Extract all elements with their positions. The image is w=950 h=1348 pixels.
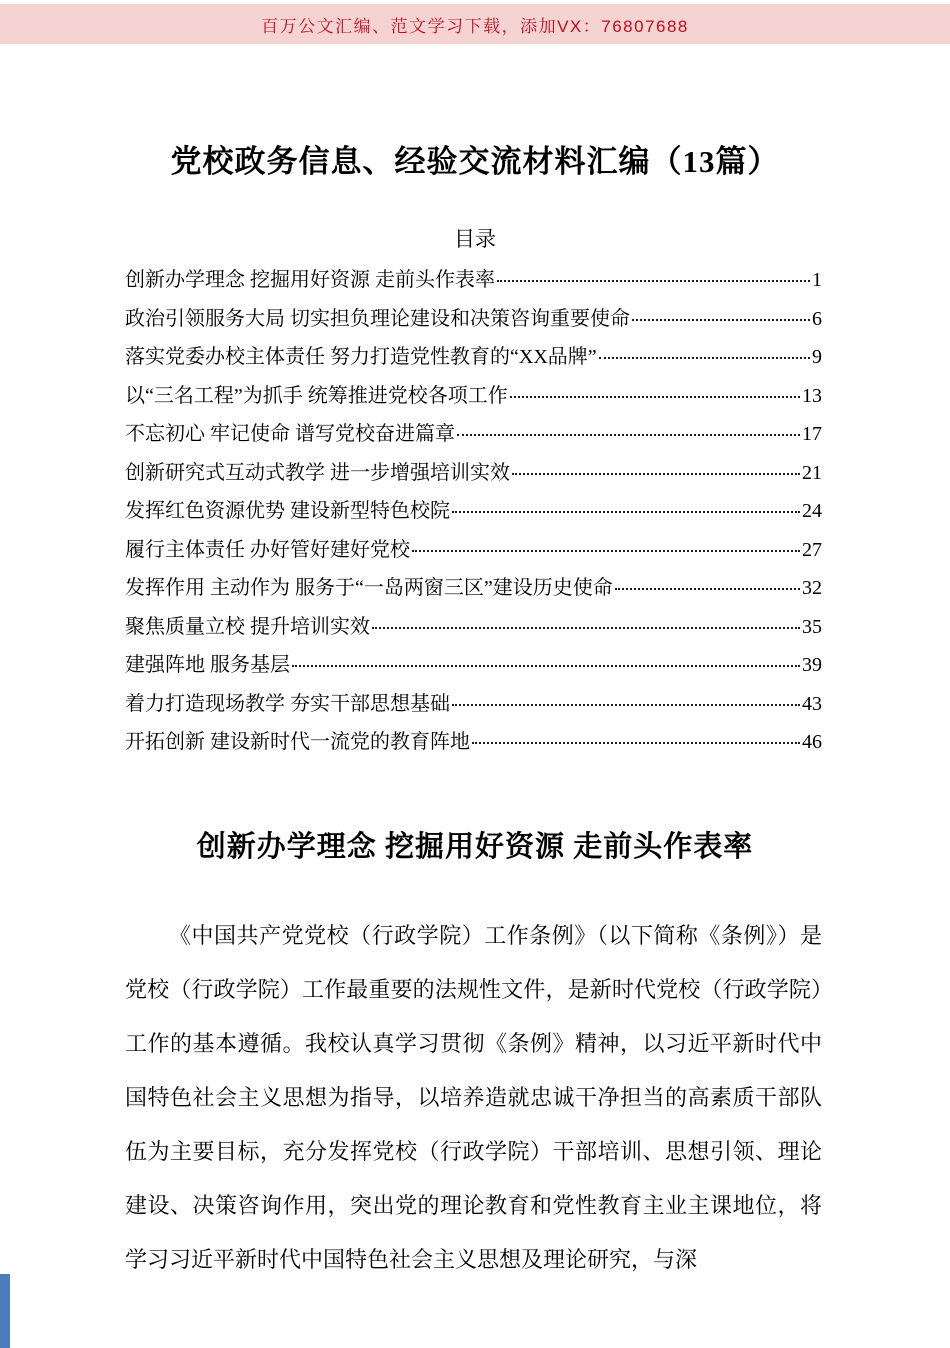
body-paragraph: 《中国共产党党校（行政学院）工作条例》（以下简称《条例》）是党校（行政学院）工作最重要的法规性文件，是新时代党校（行政学院）工作的基本遵循。我校认真学习贯彻《条例》精神，以习近平新时代中国特色社会主义思想为指导，以培养造就忠诚干净担当的高素质干部队伍为主要目标，充分发挥党校（行政学院）干部培训、思想引领、理论建设、决策咨询作用，突出党的理论教育和党性教育主业主课地位，将学习习近平新时代中国特色社会主义思想及理论研究，与深	[125, 922, 822, 1272]
toc-entry-page: 21	[802, 461, 822, 484]
blue-edge-marker	[0, 1274, 10, 1348]
toc-entry-page: 9	[812, 346, 822, 368]
toc-entry[interactable]	[125, 531, 822, 570]
toc-entry[interactable]	[125, 646, 822, 685]
toc-entry-title: 发挥作用 主动作为 服务于“一岛两窗三区”建设历史使命	[125, 577, 613, 599]
toc-heading: 目录	[454, 227, 496, 251]
toc-entry-page: 35	[802, 615, 822, 638]
toc-entry-page: 24	[802, 500, 822, 522]
toc-dot-leader	[452, 704, 800, 706]
toc-dot-leader	[372, 627, 800, 629]
toc-entry-page: 27	[802, 538, 822, 561]
toc-entry[interactable]	[125, 685, 822, 724]
toc-entry-page: 17	[802, 423, 822, 445]
toc-dot-leader	[632, 319, 810, 321]
toc-entry-page: 6	[812, 307, 822, 330]
toc-entry-title: 创新研究式互动式教学 进一步增强培训实效	[125, 461, 510, 484]
toc-dot-leader	[510, 396, 800, 398]
toc-entry-title: 履行主体责任 办好管好建好党校	[125, 538, 410, 561]
toc-entry-title: 聚焦质量立校 提升培训实效	[125, 615, 370, 638]
table-of-contents	[0, 261, 950, 762]
toc-dot-leader	[497, 280, 810, 282]
toc-entry-page: 43	[802, 692, 822, 715]
document-page	[0, 4, 950, 1287]
section-title: 创新办学理念 挖掘用好资源 走前头作表率	[196, 830, 754, 863]
toc-dot-leader	[292, 665, 800, 667]
toc-entry-page: 39	[802, 654, 822, 676]
toc-entry-title: 以“三名工程”为抓手 统筹推进党校各项工作	[125, 384, 508, 407]
toc-entry-page: 13	[802, 384, 822, 407]
toc-entry[interactable]	[125, 338, 822, 377]
toc-dot-leader	[412, 550, 800, 552]
toc-entry[interactable]	[125, 723, 822, 762]
toc-entry-title: 发挥红色资源优势 建设新型特色校院	[125, 500, 450, 522]
toc-entry[interactable]	[125, 377, 822, 416]
promo-banner	[0, 4, 950, 44]
toc-entry[interactable]	[125, 415, 822, 454]
toc-entry[interactable]	[125, 608, 822, 647]
toc-entry-title: 建强阵地 服务基层	[125, 654, 290, 676]
toc-entry-page: 46	[802, 731, 822, 753]
toc-entry-title: 创新办学理念 挖掘用好资源 走前头作表率	[125, 269, 495, 291]
toc-entry-page: 32	[802, 577, 822, 599]
toc-dot-leader	[472, 742, 800, 744]
promo-banner-text: 百万公文汇编、范文学习下载，添加VX：76807688	[261, 16, 689, 36]
toc-entry[interactable]	[125, 300, 822, 339]
toc-dot-leader	[599, 357, 810, 359]
toc-dot-leader	[452, 511, 800, 513]
toc-entry-page: 1	[812, 269, 822, 291]
toc-dot-leader	[457, 434, 800, 436]
toc-dot-leader	[512, 473, 800, 475]
toc-entry-title: 不忘初心 牢记使命 谱写党校奋进篇章	[125, 423, 455, 445]
toc-entry-title: 政治引领服务大局 切实担负理论建设和决策咨询重要使命	[125, 307, 630, 330]
toc-entry-title: 落实党委办校主体责任 努力打造党性教育的“XX品牌”	[125, 346, 597, 368]
toc-entry[interactable]	[125, 569, 822, 608]
toc-entry[interactable]	[125, 492, 822, 531]
toc-entry[interactable]	[125, 261, 822, 300]
document-title: 党校政务信息、经验交流材料汇编（13篇）	[170, 144, 780, 179]
toc-entry[interactable]	[125, 454, 822, 493]
toc-dot-leader	[615, 588, 800, 590]
toc-entry-title: 着力打造现场教学 夯实干部思想基础	[125, 692, 450, 715]
toc-entry-title: 开拓创新 建设新时代一流党的教育阵地	[125, 731, 470, 753]
